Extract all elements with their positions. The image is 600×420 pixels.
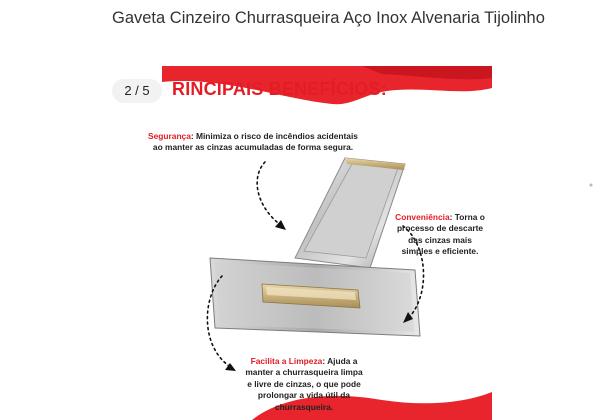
benefit-text: : Ajuda a manter a churrasqueira limpa e livre de cinzas, o que pode prolongar a vida útil da churrasqueira.: [245, 356, 363, 412]
benefit-label: Facilita a Limpeza: [250, 356, 323, 366]
benefit-conveniencia: [392, 212, 488, 258]
benefits-heading: RINCIPAIS BENEFÍCIOS:: [172, 79, 387, 99]
benefit-text: : Minimiza o risco de incêndios acidentais ao manter as cinzas acumuladas de forma segura.: [152, 131, 358, 153]
image-counter: 2 / 5: [112, 79, 162, 103]
benefit-label: Conveniência: [395, 212, 450, 222]
benefit-label: Segurança: [148, 131, 191, 141]
scroll-edge-marker: [588, 175, 594, 181]
benefit-text: : Torna o processo de descarte das cinzas mais simples e eficiente.: [396, 212, 485, 257]
benefit-seguranca: [143, 131, 363, 154]
product-title: Gaveta Cinzeiro Churrasqueira Aço Inox Alvenaria Tijolinho: [112, 9, 545, 27]
benefit-limpeza: [245, 356, 363, 413]
